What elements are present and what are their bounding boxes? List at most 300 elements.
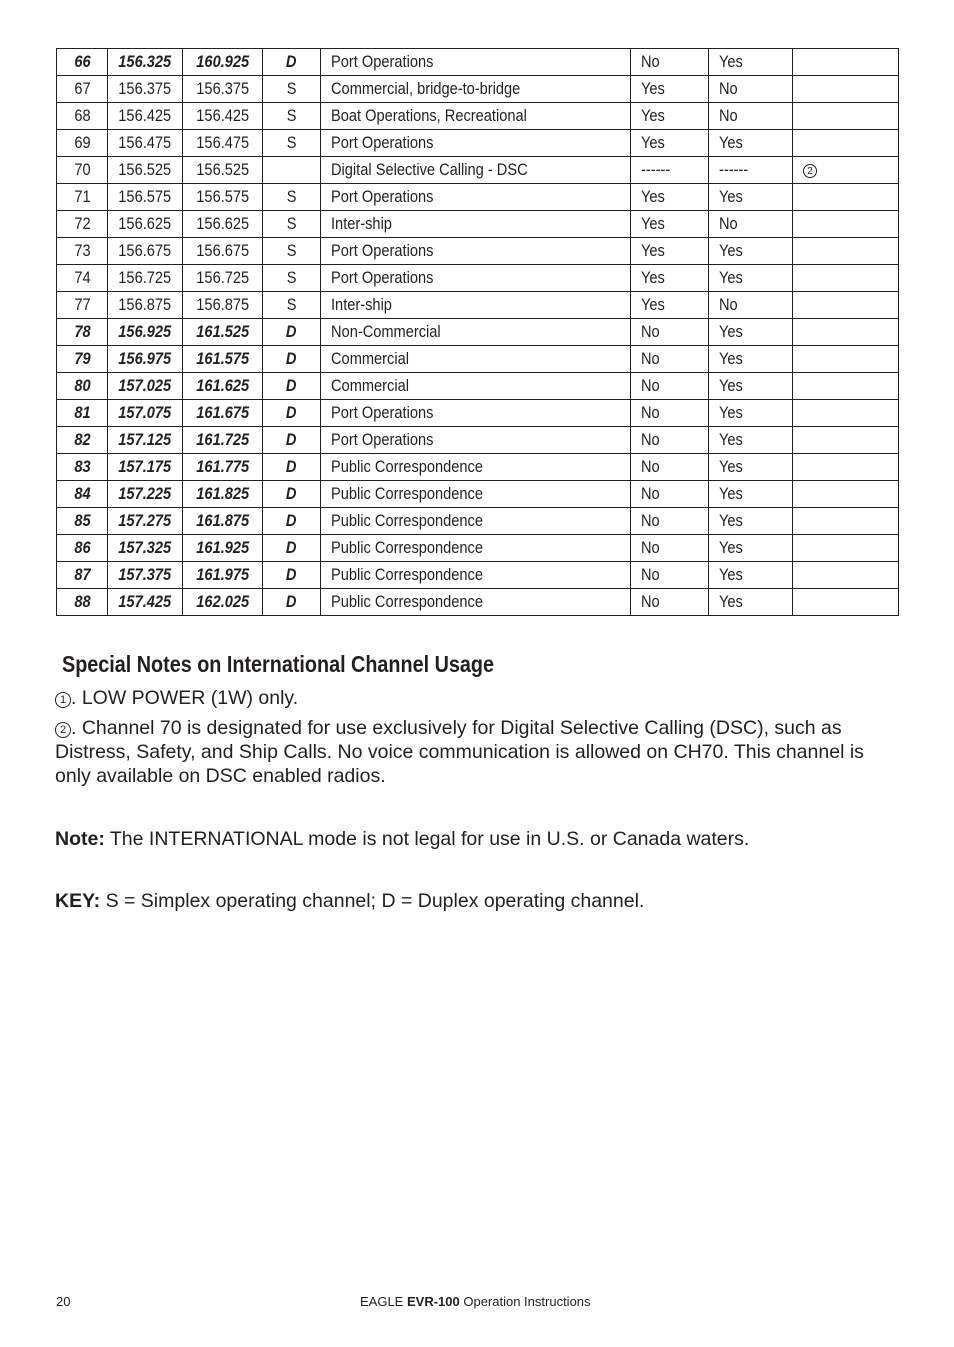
usa-cell — [631, 130, 709, 157]
channel-cell-text: 72 — [73, 214, 91, 233]
page-number: 20 — [56, 1294, 71, 1309]
tx-frequency-cell-text: 157.125 — [118, 430, 172, 449]
channel-cell — [57, 238, 108, 265]
usa-cell — [631, 535, 709, 562]
usage-cell — [321, 211, 631, 238]
usage-cell — [321, 589, 631, 616]
usa-cell-text: Yes — [641, 241, 665, 260]
usa-cell — [631, 211, 709, 238]
channel-cell — [57, 76, 108, 103]
table-row — [57, 346, 899, 373]
international-cell — [709, 76, 793, 103]
usage-cell — [321, 373, 631, 400]
usage-cell-text: Public Correspondence — [331, 538, 483, 557]
international-cell-text: Yes — [719, 187, 743, 206]
table-row — [57, 211, 899, 238]
usa-cell-text: No — [641, 538, 660, 557]
mode-cell — [263, 346, 321, 373]
mode-cell — [263, 454, 321, 481]
rx-frequency-cell-text: 156.425 — [196, 106, 249, 125]
tx-frequency-cell — [108, 157, 183, 184]
mode-cell — [263, 589, 321, 616]
rx-frequency-cell-text: 161.625 — [196, 376, 249, 395]
usage-cell-text: Public Correspondence — [331, 565, 483, 584]
rx-frequency-cell — [183, 319, 263, 346]
international-cell-text: Yes — [719, 349, 743, 368]
mode-cell-text: D — [286, 322, 297, 341]
international-cell-text: Yes — [719, 457, 743, 476]
tx-frequency-cell — [108, 400, 183, 427]
channel-cell-text: 73 — [73, 241, 91, 260]
channel-cell-text: 74 — [73, 268, 91, 287]
channel-cell — [57, 130, 108, 157]
channel-cell — [57, 157, 108, 184]
tx-frequency-cell — [108, 184, 183, 211]
channel-cell-text: 67 — [73, 79, 91, 98]
rx-frequency-cell — [183, 157, 263, 184]
channel-cell — [57, 184, 108, 211]
table-row — [57, 562, 899, 589]
rx-frequency-cell-text: 156.575 — [196, 187, 249, 206]
note-cell — [793, 292, 899, 319]
international-cell — [709, 562, 793, 589]
international-cell-text: Yes — [719, 52, 743, 71]
mode-cell-text: D — [286, 511, 297, 530]
note-cell — [793, 481, 899, 508]
mode-cell — [263, 427, 321, 454]
usage-cell — [321, 130, 631, 157]
mode-cell — [263, 265, 321, 292]
international-cell — [709, 211, 793, 238]
channel-cell — [57, 454, 108, 481]
tx-frequency-cell-text: 157.175 — [118, 457, 172, 476]
usa-cell — [631, 238, 709, 265]
tx-frequency-cell-text: 156.475 — [118, 133, 172, 152]
rx-frequency-cell-text: 156.725 — [196, 268, 249, 287]
international-cell-text: Yes — [719, 538, 743, 557]
usage-cell — [321, 562, 631, 589]
international-cell — [709, 454, 793, 481]
rx-frequency-cell-text: 156.625 — [196, 214, 249, 233]
footer-title — [360, 1294, 591, 1309]
mode-cell-text: D — [286, 403, 297, 422]
circled-number-icon: 2 — [55, 722, 71, 738]
note-1 — [55, 686, 895, 710]
tx-frequency-cell-text: 156.975 — [118, 349, 172, 368]
usa-cell-text: No — [641, 349, 660, 368]
tx-frequency-cell-text: 156.425 — [118, 106, 172, 125]
channel-cell-text: 77 — [73, 295, 91, 314]
international-cell-text: Yes — [719, 430, 743, 449]
note-cell — [793, 562, 899, 589]
channel-cell-text: 83 — [73, 457, 91, 476]
channel-cell — [57, 481, 108, 508]
table-row — [57, 373, 899, 400]
international-cell-text: No — [719, 214, 738, 233]
rx-frequency-cell-text: 161.825 — [196, 484, 249, 503]
usage-cell — [321, 508, 631, 535]
mode-cell — [263, 76, 321, 103]
usage-cell-text: Commercial — [331, 376, 409, 395]
usage-cell — [321, 535, 631, 562]
table-row — [57, 481, 899, 508]
tx-frequency-cell-text: 157.025 — [118, 376, 172, 395]
mode-cell — [263, 211, 321, 238]
tx-frequency-cell — [108, 481, 183, 508]
table-row — [57, 49, 899, 76]
usa-cell-text: No — [641, 457, 660, 476]
mode-cell — [263, 238, 321, 265]
usage-cell-text: Public Correspondence — [331, 592, 483, 611]
rx-frequency-cell-text: 156.875 — [196, 295, 249, 314]
tx-frequency-cell-text: 156.625 — [118, 214, 172, 233]
mode-cell — [263, 481, 321, 508]
tx-frequency-cell — [108, 427, 183, 454]
rx-frequency-cell — [183, 292, 263, 319]
table-row — [57, 454, 899, 481]
usage-cell-text: Port Operations — [331, 403, 434, 422]
international-cell — [709, 157, 793, 184]
usa-cell-text: No — [641, 592, 660, 611]
key-label: KEY: — [55, 890, 101, 912]
tx-frequency-cell-text: 156.725 — [118, 268, 172, 287]
mode-cell — [263, 184, 321, 211]
key-note — [55, 889, 895, 913]
mode-cell — [263, 535, 321, 562]
legal-note-label: Note: — [55, 828, 105, 850]
footer-brand: EAGLE — [360, 1294, 404, 1309]
channel-cell-text: 68 — [73, 106, 91, 125]
tx-frequency-cell-text: 157.225 — [118, 484, 172, 503]
channel-cell-text: 82 — [73, 430, 91, 449]
usage-cell — [321, 265, 631, 292]
note-cell — [793, 211, 899, 238]
channel-cell-text: 86 — [73, 538, 91, 557]
table-row — [57, 130, 899, 157]
mode-cell-text: D — [286, 52, 297, 71]
tx-frequency-cell-text: 157.325 — [118, 538, 172, 557]
usage-cell-text: Port Operations — [331, 187, 434, 206]
tx-frequency-cell — [108, 292, 183, 319]
usage-cell-text: Digital Selective Calling - DSC — [331, 160, 528, 179]
usage-cell — [321, 103, 631, 130]
rx-frequency-cell-text: 161.725 — [196, 430, 249, 449]
usage-cell-text: Port Operations — [331, 52, 434, 71]
usa-cell — [631, 373, 709, 400]
tx-frequency-cell — [108, 373, 183, 400]
usa-cell — [631, 292, 709, 319]
table-row — [57, 589, 899, 616]
rx-frequency-cell — [183, 400, 263, 427]
rx-frequency-cell — [183, 103, 263, 130]
rx-frequency-cell — [183, 562, 263, 589]
international-cell — [709, 400, 793, 427]
table-row — [57, 157, 899, 184]
usa-cell-text: No — [641, 376, 660, 395]
footer-model: EVR-100 — [406, 1294, 460, 1309]
note-2-text: . Channel 70 is designated for use exclusively for Digital Selective Calling (DSC), such as Distress, Safety, and Ship Calls. No voice communication is allowed on CH70. This channel is only available on DSC enabled radios. — [55, 717, 864, 787]
usa-cell — [631, 508, 709, 535]
channel-cell — [57, 427, 108, 454]
channel-cell-text: 84 — [73, 484, 91, 503]
rx-frequency-cell — [183, 130, 263, 157]
usage-cell-text: Inter-ship — [331, 214, 392, 233]
channel-cell — [57, 535, 108, 562]
rx-frequency-cell-text: 162.025 — [196, 592, 249, 611]
mode-cell-text: D — [286, 565, 297, 584]
channel-cell-text: 88 — [73, 592, 91, 611]
usa-cell-text: No — [641, 403, 660, 422]
rx-frequency-cell-text: 161.875 — [196, 511, 249, 530]
mode-cell-text: S — [286, 214, 297, 233]
channel-cell — [57, 400, 108, 427]
circled-number-icon: 1 — [55, 692, 71, 708]
tx-frequency-cell — [108, 346, 183, 373]
international-cell — [709, 292, 793, 319]
note-cell — [793, 508, 899, 535]
channel-cell-text: 66 — [73, 52, 91, 71]
channel-cell — [57, 508, 108, 535]
tx-frequency-cell-text: 156.525 — [118, 160, 172, 179]
rx-frequency-cell-text: 156.675 — [196, 241, 249, 260]
mode-cell — [263, 103, 321, 130]
note-cell — [793, 319, 899, 346]
international-cell-text: Yes — [719, 322, 743, 341]
usa-cell — [631, 481, 709, 508]
international-cell-text: No — [719, 295, 738, 314]
rx-frequency-cell-text: 161.925 — [196, 538, 249, 557]
rx-frequency-cell-text: 156.525 — [196, 160, 249, 179]
table-row — [57, 535, 899, 562]
rx-frequency-cell — [183, 373, 263, 400]
note-1-text: . LOW POWER (1W) only. — [71, 687, 299, 709]
tx-frequency-cell — [108, 265, 183, 292]
international-cell — [709, 427, 793, 454]
mode-cell — [263, 157, 321, 184]
usa-cell-text: No — [641, 322, 660, 341]
usage-cell — [321, 49, 631, 76]
table-row — [57, 400, 899, 427]
note-cell — [793, 400, 899, 427]
international-cell — [709, 238, 793, 265]
usage-cell — [321, 400, 631, 427]
tx-frequency-cell-text: 157.375 — [118, 565, 172, 584]
usage-cell-text: Public Correspondence — [331, 511, 483, 530]
international-cell-text: Yes — [719, 484, 743, 503]
usage-cell-text: Port Operations — [331, 268, 434, 287]
mode-cell-text: D — [286, 376, 297, 395]
usage-cell-text: Inter-ship — [331, 295, 392, 314]
usage-cell — [321, 76, 631, 103]
table-row — [57, 508, 899, 535]
channel-cell-text: 80 — [73, 376, 91, 395]
note-cell — [793, 130, 899, 157]
international-cell-text: No — [719, 79, 738, 98]
mode-cell-text: S — [286, 133, 297, 152]
note-cell — [793, 427, 899, 454]
legal-note — [55, 827, 895, 851]
note-2 — [55, 716, 895, 788]
international-cell-text: No — [719, 106, 738, 125]
international-cell — [709, 265, 793, 292]
rx-frequency-cell — [183, 238, 263, 265]
channel-cell — [57, 346, 108, 373]
note-cell — [793, 238, 899, 265]
table-row — [57, 184, 899, 211]
tx-frequency-cell-text: 156.925 — [118, 322, 172, 341]
international-cell-text: ------ — [719, 160, 749, 179]
international-cell-text: Yes — [719, 403, 743, 422]
channel-table — [56, 48, 899, 616]
channel-cell-text: 69 — [73, 133, 91, 152]
tx-frequency-cell — [108, 238, 183, 265]
channel-cell — [57, 265, 108, 292]
international-cell-text: Yes — [719, 268, 743, 287]
tx-frequency-cell — [108, 49, 183, 76]
usa-cell-text: Yes — [641, 187, 665, 206]
international-cell — [709, 130, 793, 157]
usage-cell-text: Port Operations — [331, 133, 434, 152]
note-cell — [793, 589, 899, 616]
usa-cell-text: No — [641, 52, 660, 71]
usage-cell-text: Commercial — [331, 349, 409, 368]
mode-cell — [263, 319, 321, 346]
usage-cell — [321, 184, 631, 211]
international-cell — [709, 319, 793, 346]
usa-cell-text: Yes — [641, 268, 665, 287]
table-row — [57, 76, 899, 103]
mode-cell-text: S — [286, 241, 297, 260]
mode-cell-text: S — [286, 187, 297, 206]
table-row — [57, 238, 899, 265]
mode-cell — [263, 130, 321, 157]
usage-cell — [321, 319, 631, 346]
usa-cell — [631, 157, 709, 184]
usa-cell-text: No — [641, 484, 660, 503]
note-cell — [793, 49, 899, 76]
usage-cell-text: Port Operations — [331, 430, 434, 449]
usa-cell-text: Yes — [641, 133, 665, 152]
rx-frequency-cell — [183, 589, 263, 616]
mode-cell — [263, 373, 321, 400]
international-cell — [709, 589, 793, 616]
mode-cell — [263, 49, 321, 76]
mode-cell-text: S — [286, 268, 297, 287]
usa-cell — [631, 76, 709, 103]
channel-cell — [57, 373, 108, 400]
usa-cell — [631, 319, 709, 346]
usa-cell-text: No — [641, 430, 660, 449]
tx-frequency-cell-text: 156.675 — [118, 241, 172, 260]
channel-cell-text: 70 — [73, 160, 91, 179]
channel-cell — [57, 211, 108, 238]
note-cell — [793, 76, 899, 103]
rx-frequency-cell-text: 161.975 — [196, 565, 249, 584]
usa-cell-text: No — [641, 565, 660, 584]
note-cell — [793, 346, 899, 373]
usage-cell-text: Public Correspondence — [331, 457, 483, 476]
channel-cell-text: 87 — [73, 565, 91, 584]
note-cell — [793, 373, 899, 400]
channel-cell — [57, 292, 108, 319]
tx-frequency-cell — [108, 130, 183, 157]
international-cell — [709, 103, 793, 130]
tx-frequency-cell — [108, 589, 183, 616]
usage-cell-text: Non-Commercial — [331, 322, 441, 341]
rx-frequency-cell-text: 161.775 — [196, 457, 249, 476]
channel-table-body — [57, 49, 899, 616]
note-cell — [793, 184, 899, 211]
international-cell-text: Yes — [719, 565, 743, 584]
usa-cell-text: Yes — [641, 214, 665, 233]
channel-cell-text: 71 — [73, 187, 91, 206]
mode-cell-text: D — [286, 484, 297, 503]
tx-frequency-cell — [108, 211, 183, 238]
usa-cell — [631, 589, 709, 616]
international-cell-text: Yes — [719, 133, 743, 152]
international-cell — [709, 373, 793, 400]
international-cell — [709, 346, 793, 373]
usage-cell — [321, 346, 631, 373]
usage-cell-text: Commercial, bridge-to-bridge — [331, 79, 521, 98]
channel-cell — [57, 103, 108, 130]
mode-cell-text: D — [286, 538, 297, 557]
tx-frequency-cell — [108, 103, 183, 130]
footer-doc-title: Operation Instructions — [463, 1294, 591, 1309]
channel-cell — [57, 49, 108, 76]
usa-cell — [631, 49, 709, 76]
international-cell — [709, 535, 793, 562]
mode-cell — [263, 562, 321, 589]
mode-cell-text: D — [286, 349, 297, 368]
usage-cell — [321, 481, 631, 508]
tx-frequency-cell-text: 156.575 — [118, 187, 172, 206]
channel-cell — [57, 589, 108, 616]
mode-cell-text: D — [286, 430, 297, 449]
usa-cell — [631, 346, 709, 373]
usage-cell — [321, 427, 631, 454]
note-cell — [793, 454, 899, 481]
rx-frequency-cell — [183, 211, 263, 238]
tx-frequency-cell-text: 156.325 — [118, 52, 172, 71]
usa-cell-text: ------ — [641, 160, 671, 179]
mode-cell — [263, 292, 321, 319]
rx-frequency-cell — [183, 76, 263, 103]
usage-cell-text: Public Correspondence — [331, 484, 483, 503]
rx-frequency-cell-text: 161.525 — [196, 322, 249, 341]
tx-frequency-cell — [108, 76, 183, 103]
usa-cell — [631, 184, 709, 211]
rx-frequency-cell — [183, 454, 263, 481]
mode-cell-text: D — [286, 457, 297, 476]
usa-cell — [631, 562, 709, 589]
usa-cell — [631, 400, 709, 427]
rx-frequency-cell-text: 156.475 — [196, 133, 249, 152]
international-cell — [709, 481, 793, 508]
usa-cell — [631, 103, 709, 130]
tx-frequency-cell-text: 157.275 — [118, 511, 172, 530]
channel-cell-text: 79 — [73, 349, 91, 368]
tx-frequency-cell-text: 157.075 — [118, 403, 172, 422]
usa-cell — [631, 265, 709, 292]
rx-frequency-cell-text: 161.675 — [196, 403, 249, 422]
rx-frequency-cell — [183, 481, 263, 508]
usa-cell-text: Yes — [641, 79, 665, 98]
channel-cell-text: 85 — [73, 511, 91, 530]
rx-frequency-cell — [183, 49, 263, 76]
tx-frequency-cell — [108, 508, 183, 535]
international-cell-text: Yes — [719, 511, 743, 530]
